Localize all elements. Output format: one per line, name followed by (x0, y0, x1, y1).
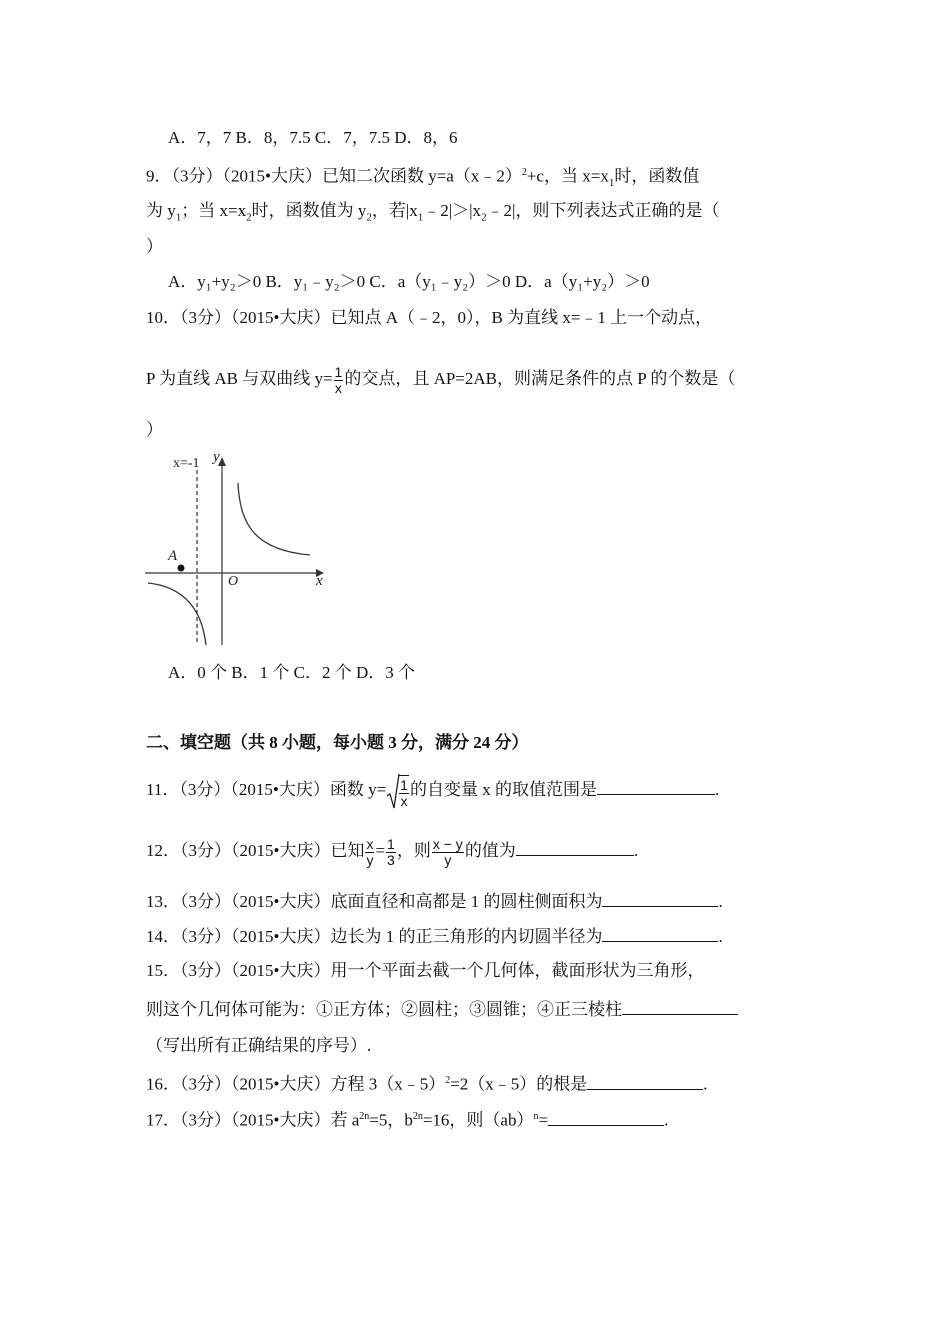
q12-end: . (633, 841, 639, 860)
q13 (146, 890, 723, 913)
q17-sup1: 2n (359, 1111, 370, 1122)
q13-answer-blank[interactable] (602, 890, 718, 907)
q10-graph (140, 445, 335, 650)
q15-line3: （写出所有正确结果的序号）. (146, 1036, 372, 1055)
q17-text-d: = (538, 1110, 549, 1130)
q17-end: . (664, 1110, 669, 1130)
q9-l2-a: 为 y (146, 201, 176, 220)
q9-line1 (146, 162, 699, 194)
q9-l2-sub-a: 1 (175, 211, 182, 224)
q15-line2 (146, 998, 738, 1021)
q14-answer-blank[interactable] (602, 925, 718, 942)
q11-fraction (399, 775, 409, 809)
q12 (146, 833, 638, 869)
q9-l2-d: ，若|x (371, 201, 418, 220)
q10-line1: 10．（3分）（2015•大庆）已知点 A（﹣2，0），B 为直线 x=﹣1 上一个动点， (146, 308, 713, 327)
q9-l2-b: ；当 x=x (181, 201, 247, 220)
q10-line3: ） (146, 420, 163, 439)
q10-text-a: P 为直线 AB 与双曲线 y= (146, 369, 333, 388)
q9-l2-sub-d: 1 (417, 211, 424, 224)
q9-l2-sub-b: 2 (246, 211, 252, 224)
q10-line2 (146, 362, 735, 396)
q17-answer-blank[interactable] (548, 1109, 664, 1126)
q12-frac3-den: y (444, 851, 452, 868)
q12-text-b: ，则 (396, 841, 431, 860)
sqrt-sign-icon (386, 772, 400, 812)
q9-sub: 1 (608, 177, 615, 190)
q12-answer-blank[interactable] (516, 839, 634, 856)
q12-eq: = (375, 841, 386, 860)
q9-l2-sub-e: 2 (481, 211, 487, 224)
q17-sup3: n (533, 1111, 539, 1122)
q16-text-b: =2（x﹣5）的根是 (450, 1074, 588, 1094)
q10-fraction (334, 365, 344, 396)
q8-options: A．7，7 B．8，7.5 C．7，7.5 D．8，6 (168, 128, 458, 147)
q14-text: 14．（3分）（2015•大庆）边长为 1 的正三角形的内切圆半径为 (146, 927, 603, 946)
q12-text-a: 12．（3分）（2015•大庆）已知 (146, 841, 365, 860)
q11-answer-blank[interactable] (597, 778, 715, 795)
q17-text-a: 17．（3分）（2015•大庆）若 a (146, 1110, 360, 1130)
q11-text-b: 的自变量 x 的取值范围是 (409, 780, 597, 799)
q12-frac1-num: x (366, 835, 374, 852)
q10-frac-den: x (334, 379, 342, 396)
hyperbola-branch-upper (238, 483, 310, 555)
q9-l2-sub-c: 2 (366, 211, 372, 224)
label-o: O (228, 574, 239, 589)
q12-frac2-num: 1 (387, 835, 395, 852)
q11-sqrt (386, 771, 410, 812)
section2-title: 二、填空题（共 8 小题，每小题 3 分，满分 24 分） (146, 733, 529, 752)
q9-l2-e: ﹣2|＞|x (423, 201, 482, 220)
q9-line2 (146, 200, 719, 228)
q11-frac-num: 1 (400, 776, 408, 793)
q11-frac-den: x (400, 792, 408, 809)
q12-frac3 (432, 837, 464, 868)
q16 (146, 1070, 708, 1096)
q12-frac1-den: y (366, 851, 374, 868)
q16-sup: 2 (445, 1075, 451, 1086)
q12-text-c: 的值为 (464, 841, 516, 860)
q12-frac2-den: 3 (387, 851, 395, 868)
q10-frac-num: 1 (334, 363, 343, 380)
q12-frac2 (386, 837, 396, 868)
q12-frac1 (365, 837, 374, 868)
q13-text: 13．（3分）（2015•大庆）底面直径和高都是 1 的圆柱侧面积为 (146, 892, 603, 911)
q9-text-c: 时，函数值 (614, 166, 700, 186)
q11 (146, 770, 719, 812)
label-x-line: x=-1 (173, 456, 200, 471)
q9-text-a: 9．（3分）（2015•大庆）已知二次函数 y=a（x﹣2） (146, 166, 522, 186)
point-a (178, 565, 185, 572)
q14-end: . (718, 927, 723, 946)
q11-end: . (714, 780, 720, 799)
q14 (146, 925, 723, 948)
q10-text-b: 的交点，且 AP=2AB，则满足条件的点 P 的个数是（ (344, 369, 736, 388)
label-x: x (316, 573, 323, 589)
q9-options: A．y₁+y₂＞0 B．y₁﹣y₂＞0 C．a（y₁﹣y₂）＞0 D．a（y₁+y₂）＞0 (168, 272, 650, 291)
q17-text-b: =5，b (369, 1110, 413, 1130)
q10-options: A．0 个 B．1 个 C．2 个 D．3 个 (168, 663, 415, 682)
q16-text-a: 16．（3分）（2015•大庆）方程 3（x﹣5） (146, 1074, 446, 1094)
q16-answer-blank[interactable] (587, 1073, 703, 1090)
q17 (146, 1106, 668, 1132)
label-a: A (168, 548, 178, 564)
q9-line3: ） (146, 237, 163, 256)
q9-l2-c: 时，函数值为 y (251, 201, 367, 220)
q17-sup2: 2n (412, 1111, 423, 1122)
q15-text: 则这个几何体可能为：①正方体；②圆柱；③圆锥；④正三棱柱 (146, 1000, 622, 1019)
q15-line1: 15．（3分）（2015•大庆）用一个平面去截一个几何体，截面形状为三角形， (146, 961, 705, 980)
label-y: y (213, 449, 220, 465)
q17-text-c: =16，则（ab） (422, 1110, 534, 1130)
q13-end: . (718, 892, 723, 911)
q12-frac3-num: x − y (432, 835, 463, 852)
q11-text-a: 11．（3分）（2015•大庆）函数 y= (146, 780, 387, 799)
q16-end: . (703, 1074, 708, 1094)
q9-l2-f: ﹣2|，则下列表达式正确的是（ (486, 201, 720, 220)
q15-answer-blank[interactable] (622, 998, 738, 1015)
q9-text-b: +c，当 x=x (526, 166, 609, 186)
q9-sup: 2 (521, 167, 527, 178)
